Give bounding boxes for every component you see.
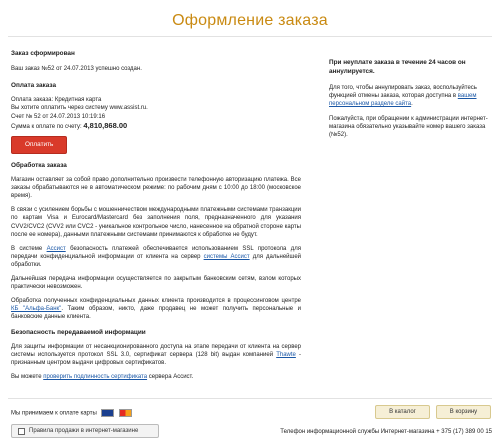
- divider: [8, 36, 492, 37]
- catalog-button-label: В каталог: [389, 408, 416, 415]
- sidebar-paragraph-1: [329, 84, 489, 108]
- text-span: Вы можете: [11, 374, 42, 381]
- payment-via: Вы хотите оплатить через систему www.assist.ru.: [11, 105, 148, 112]
- sidebar: [329, 50, 489, 139]
- order-heading: Заказ сформирован: [11, 50, 75, 57]
- document-icon: [18, 428, 25, 435]
- verify-certificate-link[interactable]: проверить подлинность сертификата: [43, 374, 148, 381]
- sidebar-paragraph-2: Пожалуйста, при обращении к администрации интернет-магазина обязательно указывайте номер вашего заказа (№52).: [329, 115, 488, 138]
- visa-card-icon: [101, 409, 114, 417]
- processing-heading: Обработка заказа: [11, 162, 67, 170]
- personal-section-link[interactable]: вашем персональном разделе сайта: [329, 93, 477, 108]
- main-column: [11, 50, 301, 381]
- processing-paragraph-1: Магазин оставляет за собой право дополнительно произвести телефонную авторизацию платежа. Все заказы обрабатываются не в автоматическом режиме: по рабочим дням с 10:00 до 18:00 (московское время).: [11, 177, 301, 200]
- sales-rules-button[interactable]: [11, 424, 159, 438]
- invoice-number: Счет № 52 от 24.07.2013 10:19:16: [11, 113, 106, 120]
- text-span: . Таким образом, никто, даже продавец не может получить персональные и банковские данные клиента.: [11, 306, 301, 321]
- pay-button[interactable]: Оплатить: [11, 136, 67, 155]
- text-span: - признанным центром выдачи цифровых сертификатов.: [11, 352, 302, 367]
- payment-heading: Оплата заказа: [11, 81, 57, 89]
- assist-system-link[interactable]: системы Ассист: [203, 253, 250, 260]
- cards-text: Мы принимаем к оплате карты: [11, 410, 97, 417]
- text-span: Для того, чтобы аннулировать заказ, воспользуйтесь функцией отмены заказа, которая доступна в: [329, 85, 477, 100]
- catalog-button[interactable]: [375, 405, 430, 419]
- thawte-link[interactable]: Thawte: [276, 352, 296, 359]
- text-span: для дальнейшей обработки.: [11, 253, 302, 268]
- sum-value: 4,810,868.00: [83, 120, 128, 130]
- mastercard-icon: [119, 409, 132, 417]
- assist-link[interactable]: Ассист: [46, 245, 66, 252]
- cart-button-label: В корзину: [449, 408, 478, 415]
- sidebar-heading: При неуплате заказа в течение 24 часов он аннулируется.: [329, 59, 466, 75]
- text-span: Для защиты информации от несанкционированного доступа на этапе передачи от клиента на сервер системы используется протокол SSL 3.0, сертификат сервера (128 bit) выдан компанией: [11, 344, 301, 359]
- text-span: сервера Ассист.: [148, 374, 194, 381]
- sales-rules-label: Правила продажи в интернет-магазине: [29, 427, 139, 434]
- processing-paragraph-4: Дальнейшая передача информации осуществляется по закрытым банковским сетям, взлом которых практически невозможен.: [11, 276, 301, 291]
- footer-divider: [8, 398, 492, 399]
- sum-line: [11, 121, 301, 131]
- cart-button[interactable]: [436, 405, 491, 419]
- text-span: Обработка полученных конфиденциальных данных клиента производится в процессинговом центре: [11, 298, 301, 305]
- phone-text: Телефон информационной службы Интернет-магазина + 375 (17) 389 00 15: [280, 429, 492, 435]
- order-created-text: Ваш заказ №52 от 24.07.2013 успешно создан.: [11, 65, 142, 72]
- sum-label: Сумма к оплате по счету:: [11, 123, 82, 130]
- security-heading: Безопасность передаваемой информации: [11, 329, 146, 337]
- security-paragraph-2: [11, 373, 301, 381]
- text-span: безопасность платежей обеспечивается использованием SSL протокола для передачи конфиденциальной информации от клиента на сервер: [11, 245, 302, 260]
- alfa-bank-link[interactable]: КБ "Альфа-Банк": [11, 306, 62, 313]
- security-paragraph-1: [11, 343, 301, 367]
- payment-method: Оплата заказа: Кредитная карта: [11, 97, 102, 104]
- processing-paragraph-3: [11, 245, 301, 269]
- processing-paragraph-5: [11, 297, 301, 321]
- page-title: Оформление заказа: [172, 12, 328, 29]
- cards-line: [11, 409, 132, 418]
- text-span: .: [411, 101, 413, 108]
- processing-paragraph-2: В связи с усилением борьбы с мошенничеством международными платежными системами транзакции по картам Visa и Eurocard/Mastercard без заполнения поля, предназначенного для указания CVV2/CVC2 (CVV2 или CVC2 - уникальное контрольное число, нанесенное на обратной стороне карты после ее номера), данными платежными системами принимаются к обработке не будут.: [11, 207, 301, 238]
- text-span: В системе: [11, 245, 43, 252]
